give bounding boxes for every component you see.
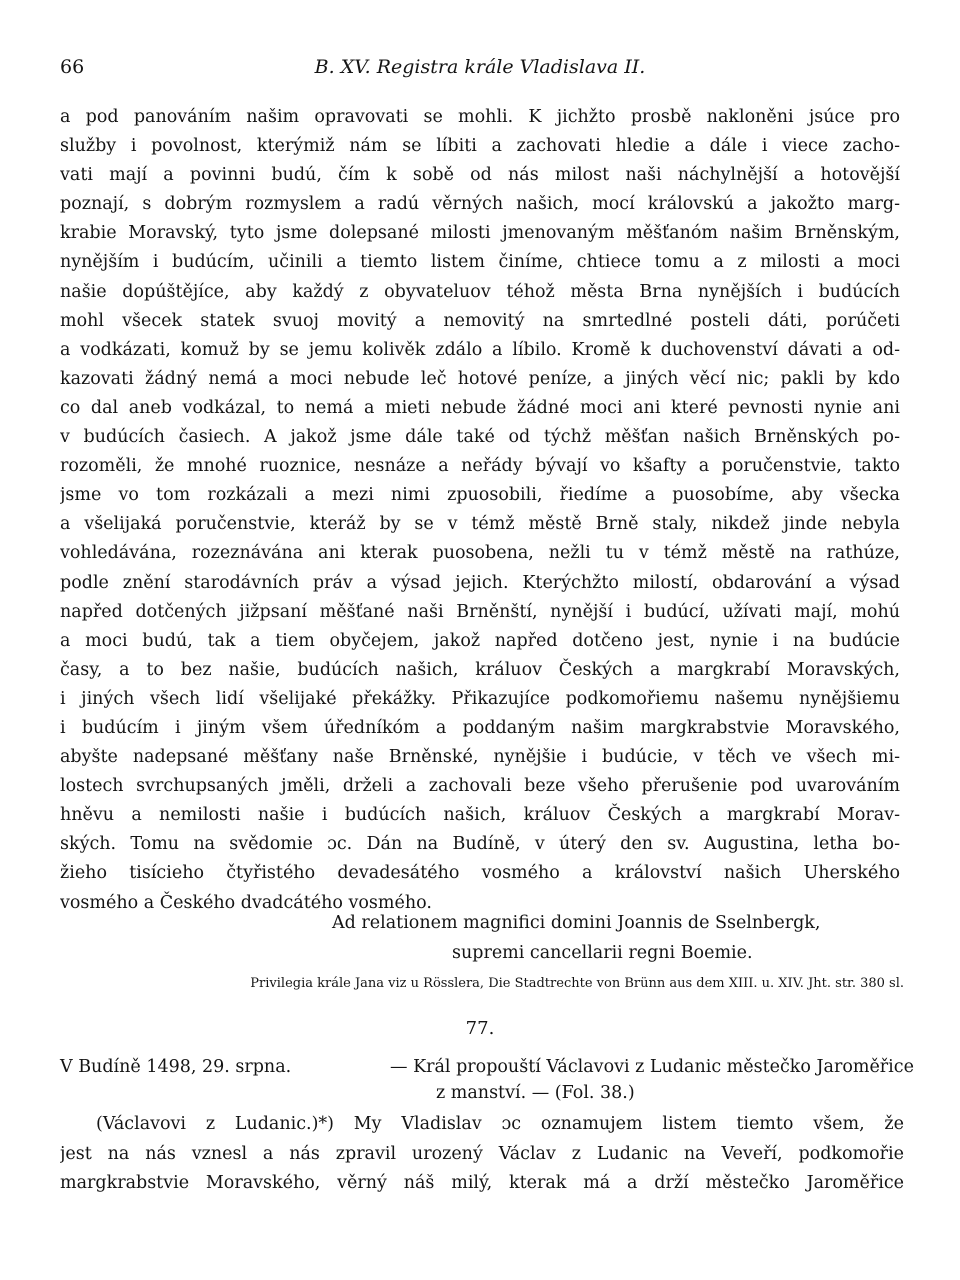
text-line: vohledávána, rozeznávána ani kterak puosobena, nežli tu v témž městě na rathúze, [60, 543, 900, 564]
text-line: co dal aneb vodkázal, to nemá a mieti nebude žádné moci ani které pevnosti nynie ani [60, 397, 900, 418]
text-line: ských. Tomu na svědomie ɔc. Dán na Budíně, v úterý den sv. Augustina, letha bo- [60, 834, 900, 855]
page-number: 66 [60, 56, 85, 78]
text-line: žieho tisícieho čtyřistého devadesátého vosmého a království našich Uherského [60, 863, 900, 884]
text-line: jsme vo tom rozkázali a mezi nimi zpuosobili, řiedíme a puosobíme, aby všecka [60, 485, 900, 506]
signature-line-2: supremi cancellarii regni Boemie. [452, 943, 753, 963]
text-line: poznají, s dobrým rozmyslem a radú věrných našich, mocí královskú a jakožto marg- [60, 194, 900, 215]
text-line: v budúcích časiech. A jakož jsme dále také od týchž měšťan našich Brněnských po- [60, 427, 900, 448]
footnote: Privilegia krále Jana viz u Rösslera, Die Stadtrechte von Brünn aus dem XIII. u. XIV. Jht. str. 380 sl. [250, 976, 904, 991]
text-line: margkrabstvie Moravského, věrný náš milý, kterak má a drží městečko Jaroměřice [60, 1173, 904, 1193]
text-line: lostech svrchupsaných jměli, drželi a zachovali beze všeho přerušenie pod uvarováním [60, 776, 900, 797]
running-title: B. XV. Registra krále Vladislava II. [314, 56, 646, 78]
document-number: 77. [465, 1018, 495, 1039]
main-text-body [60, 103, 900, 918]
summary-line-1: — Král propouští Václavovi z Ludanic městečko Jaroměřice [390, 1057, 914, 1077]
text-line: i jiných všech lidí všelijaké překážky. Přikazujíce podkomořiemu našemu nynějšiemu [60, 688, 900, 709]
text-line: vati mají a povinni budú, čím k sobě od nás milost naši náchylnější a hotovější [60, 165, 900, 186]
text-line: nynějším i budúcím, učinili a tiemto listem činíme, chtiece tomu a z milosti a moci [60, 252, 900, 273]
page-header [60, 52, 900, 84]
text-line: našie dopúštějíce, aby každý z obyvateluov téhož města Brna nynějších i budúcích [60, 281, 900, 302]
text-line: časy, a to bez našie, budúcích našich, králuov Českých a margkrabí Moravských, [60, 659, 900, 680]
text-line: krabie Moravský, tyto jsme dolepsané milosti jmenovaným měšťanóm našim Brněnským, [60, 223, 900, 244]
text-line: rozoměli, že mnohé ruoznice, nesnáze a neřády bývají vo kšafty a poručenstvie, takto [60, 456, 900, 477]
place-date: V Budíně 1498, 29. srpna. [60, 1057, 292, 1077]
document-77-text [60, 1110, 904, 1199]
text-line: hněvu a nemilosti našie i budúcích našich, králuov Českých a margkrabí Morav- [60, 805, 900, 826]
text-line: jest na nás vznesl a nás zpravil urozený Václav z Ludanic na Veveří, podkomořie [60, 1143, 904, 1164]
signature-line-1: Ad relationem magnifici domini Joannis de Sselnbergk, [332, 913, 821, 933]
text-line: podle znění starodávních práv a výsad jejich. Kterýchžto milostí, obdarování a výsad [60, 572, 900, 593]
text-line: abyšte nadepsané měšťany naše Brněnské, nynějšie i budúcie, v těch ve všech mi- [60, 747, 900, 768]
signature-block [332, 908, 820, 968]
text-line: (Václavovi z Ludanic.)*) My Vladislav ɔc oznamujem listem tiemto všem, že [96, 1114, 904, 1134]
text-line: služby i povolnost, kterýmiž nám se líbiti a zachovati hledie a dále i viece zacho- [60, 136, 900, 157]
text-line: vosmého a Českého dvadcátého vosmého. [60, 892, 432, 913]
text-line: kazovati žádný nemá a moci nebude leč hotové peníze, a jiných věcí nic; pakli by kdo [60, 368, 900, 389]
text-line: mohl všecek statek svuoj movitý a nemovitý na smrtedlné posteli dáti, porúčeti [60, 310, 900, 331]
text-line: i budúcím i jiným všem úředníkóm a poddaným našim margkrabstvie Moravského, [60, 717, 900, 738]
text-line: napřed dotčených jižpsaní měšťané naši Brněnští, nynější i budúcí, užívati mají, mohú [60, 601, 900, 622]
text-line: a moci budú, tak a tiem obyčejem, jakož napřed dotčeno jest, nynie i na budúcie [60, 630, 900, 651]
summary-line-2: z manství. — (Fol. 38.) [436, 1083, 635, 1103]
text-line: a všelijaká poručenstvie, kteráž by se v témž městě Brně staly, nikdež jinde nebyla [60, 514, 900, 535]
text-line: a pod panováním našim opravovati se mohli. K jichžto prosbě nakloněni jsúce pro [60, 107, 900, 127]
text-line: a vodkázati, komuž by se jemu kolivěk zdálo a líbilo. Kromě k duchovenství dávati a od- [60, 339, 900, 360]
